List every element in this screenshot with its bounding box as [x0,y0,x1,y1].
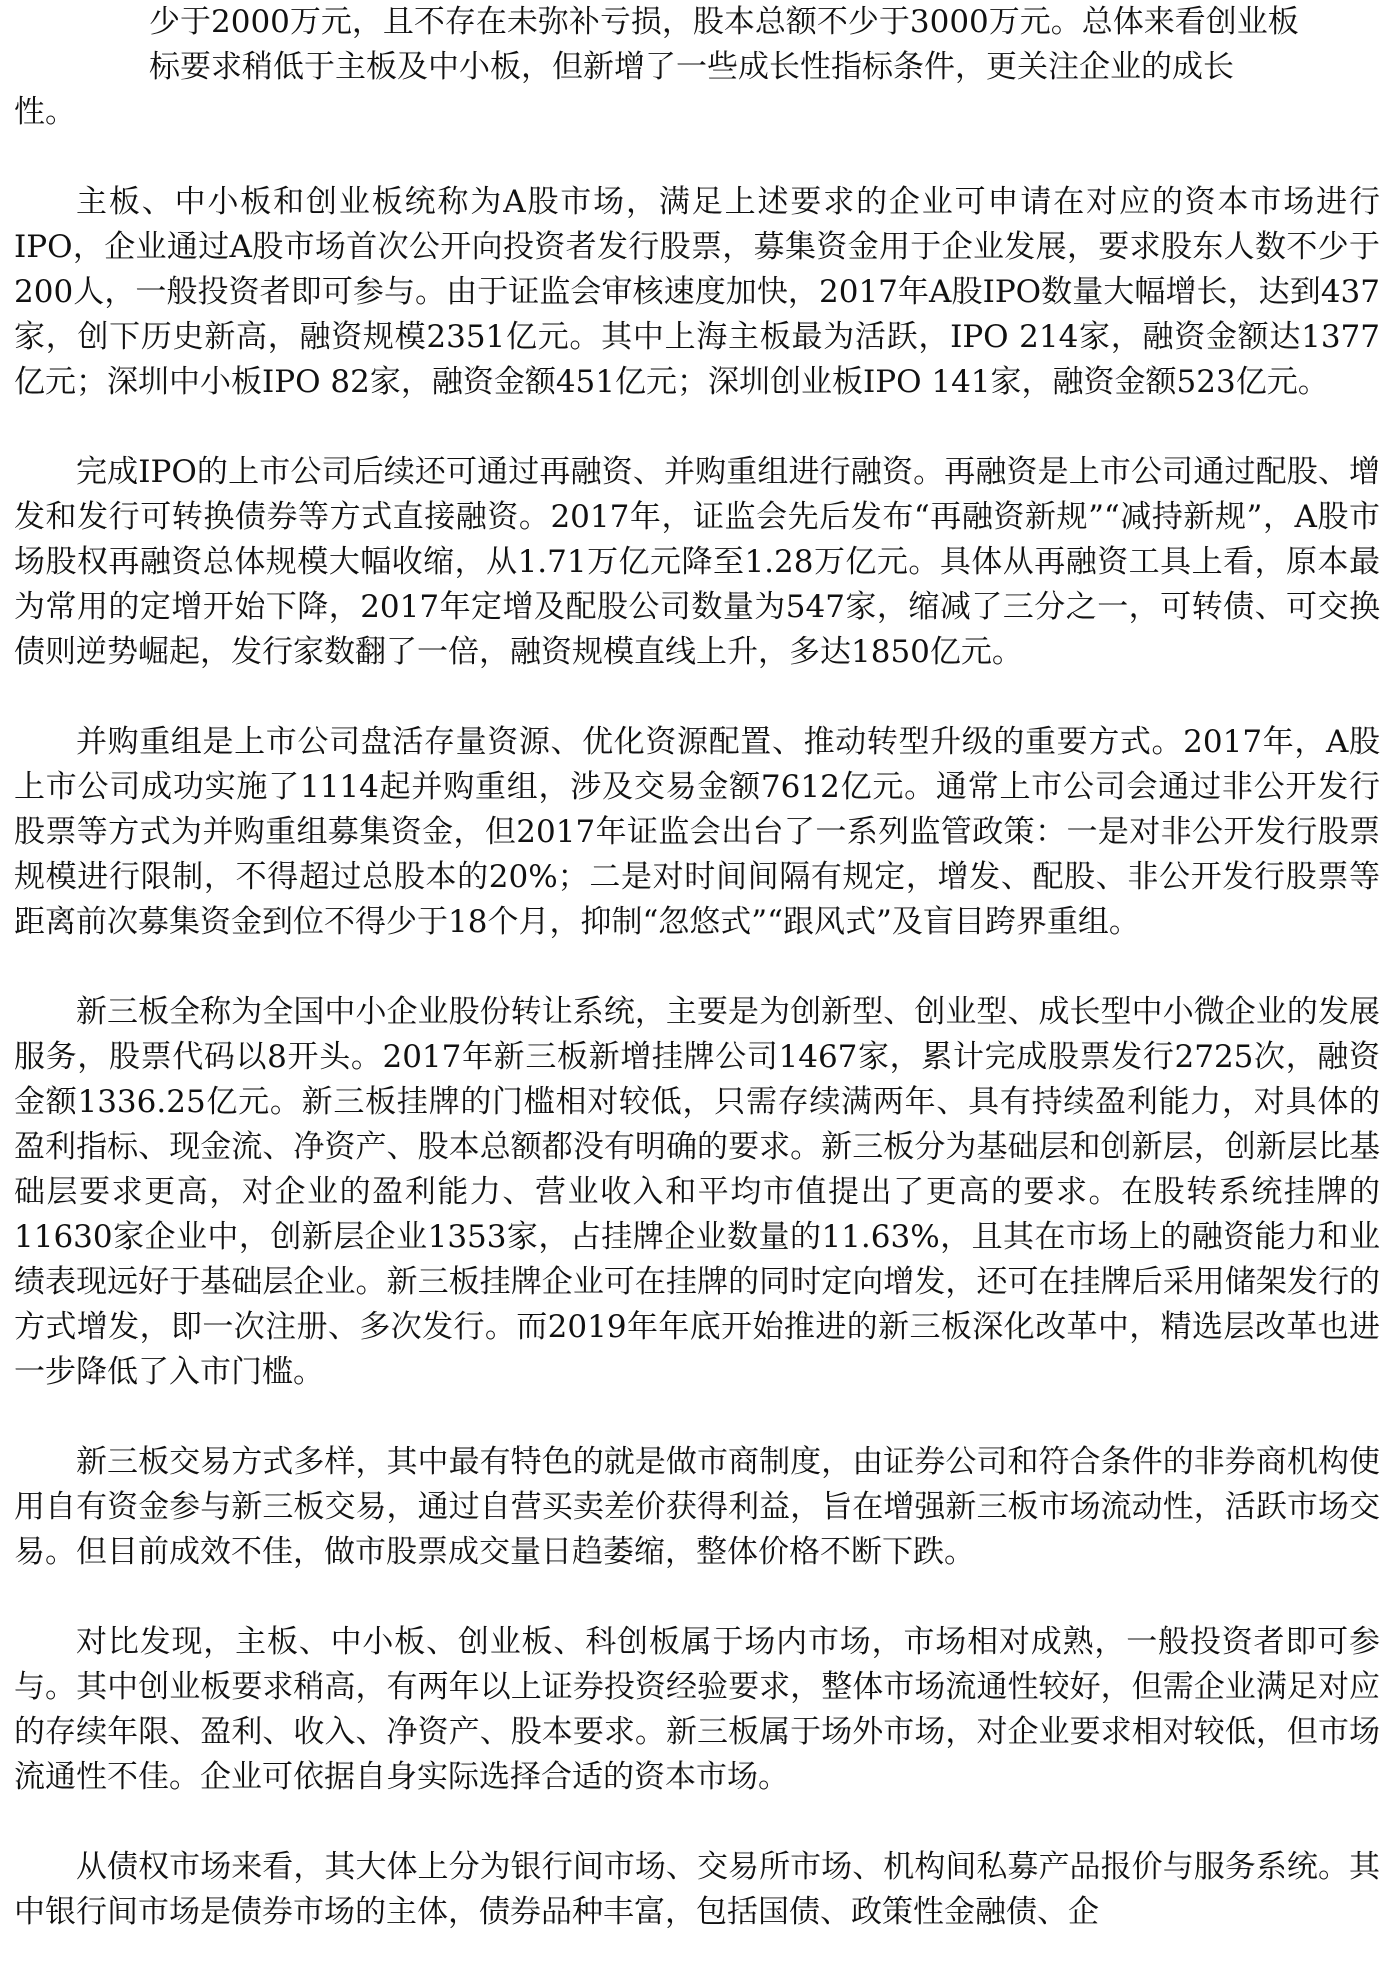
paragraph-mergers: 并购重组是上市公司盘活存量资源、优化资源配置、推动转型升级的重要方式。2017年，A股上市公司成功实施了1114起并购重组，涉及交易金额7612亿元。通常上市公司会通过非公开发行股票等方式为并购重组募集资金，但2017年证监会出台了一系列监管政策：一是对非公开发行股票规模进行限制，不得超过总股本的20%；二是对时间间隔有规定，增发、配股、非公开发行股票等距离前次募集资金到位不得少于18个月，抑制“忽悠式”“跟风式”及盲目跨界重组。 [14,724,1380,940]
paragraph-neeq: 新三板全称为全国中小企业股份转让系统，主要是为创新型、创业型、成长型中小微企业的发展服务，股票代码以8开头。2017年新三板新增挂牌公司1467家，累计完成股票发行2725次，融资金额1336.25亿元。新三板挂牌的门槛相对较低，只需存续满两年、具有持续盈利能力，对具体的盈利指标、现金流、净资产、股本总额都没有明确的要求。新三板分为基础层和创新层，创新层比基础层要求更高，对企业的盈利能力、营业收入和平均市值提出了更高的要求。在股转系统挂牌的11630家企业中，创新层企业1353家，占挂牌企业数量的11.63%，且其在市场上的融资能力和业绩表现远好于基础层企业。新三板挂牌企业可在挂牌的同时定向增发，还可在挂牌后采用储架发行的方式增发，即一次注册、多次发行。而2019年年底开始推进的新三板深化改革中，精选层改革也进一步降低了入市门槛。 [14,994,1380,1390]
fragment-line-1: 少于2000万元，且不存在未弥补亏损，股本总额不少于3000万元。总体来看创业板 [149,4,1299,40]
fragment-line-2: 标要求稍低于主板及中小板，但新增了一些成长性指标条件，更关注企业的成长 [149,49,1234,85]
paragraph-bond-market: 从债权市场来看，其大体上分为银行间市场、交易所市场、机构间私募产品报价与服务系统。其中银行间市场是债券市场的主体，债券品种丰富，包括国债、政策性金融债、企 [14,1849,1380,1930]
paragraph-market-maker: 新三板交易方式多样，其中最有特色的就是做市商制度，由证券公司和符合条件的非券商机构使用自有资金参与新三板交易，通过自营买卖差价获得利益，旨在增强新三板市场流动性，活跃市场交易。但目前成效不佳，做市股票成交量日趋萎缩，整体价格不断下跌。 [14,1444,1380,1570]
document-page [14,0,1380,1980]
paragraph-a-share-ipo: 主板、中小板和创业板统称为A股市场，满足上述要求的企业可申请在对应的资本市场进行IPO，企业通过A股市场首次公开向投资者发行股票，募集资金用于企业发展，要求股东人数不少于200人，一般投资者即可参与。由于证监会审核速度加快，2017年A股IPO数量大幅增长，达到437家，创下历史新高，融资规模2351亿元。其中上海主板最为活跃，IPO 214家，融资金额达1377亿元；深圳中小板IPO 82家，融资金额451亿元；深圳创业板IPO 141家，融资金额523亿元。 [14,184,1380,400]
continued-paragraph [14,0,1380,135]
fragment-line-3: 性。 [14,94,76,130]
paragraph-comparison: 对比发现，主板、中小板、创业板、科创板属于场内市场，市场相对成熟，一般投资者即可参与。其中创业板要求稍高，有两年以上证券投资经验要求，整体市场流通性较好，但需企业满足对应的存续年限、盈利、收入、净资产、股本要求。新三板属于场外市场，对企业要求相对较低，但市场流通性不佳。企业可依据自身实际选择合适的资本市场。 [14,1624,1380,1795]
paragraph-refinancing: 完成IPO的上市公司后续还可通过再融资、并购重组进行融资。再融资是上市公司通过配股、增发和发行可转换债券等方式直接融资。2017年，证监会先后发布“再融资新规”“减持新规”，A股市场股权再融资总体规模大幅收缩，从1.71万亿元降至1.28万亿元。具体从再融资工具上看，原本最为常用的定增开始下降，2017年定增及配股公司数量为547家，缩减了三分之一，可转债、可交换债则逆势崛起，发行家数翻了一倍，融资规模直线上升，多达1850亿元。 [14,454,1380,670]
